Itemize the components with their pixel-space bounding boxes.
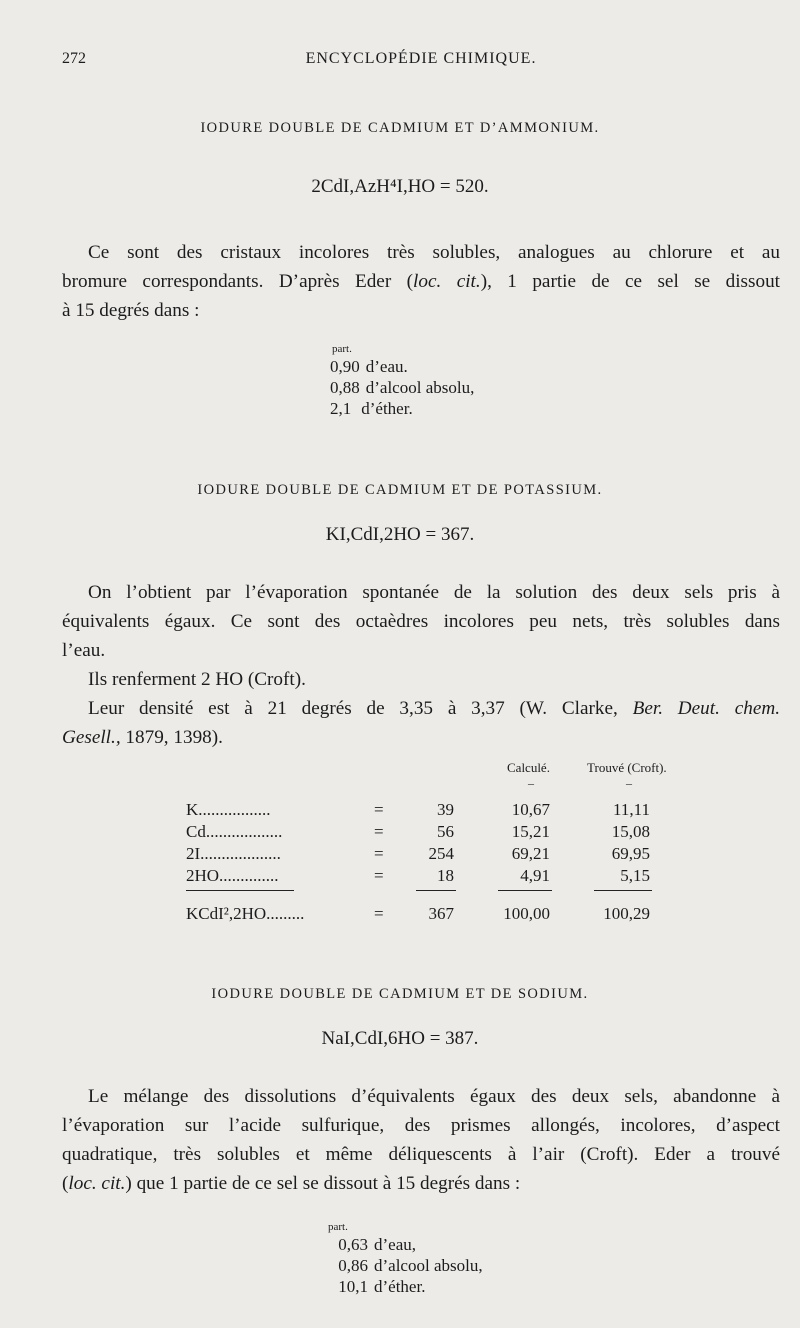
column-header-found: Trouvé (Croft). xyxy=(587,760,667,775)
paragraph-ammonium xyxy=(62,238,780,325)
column-tick: – xyxy=(528,776,534,790)
solubility-row: 10,1 d’éther. xyxy=(338,1277,426,1296)
solubility-row: 2,1 d’éther. xyxy=(330,399,413,418)
text-line: (loc. cit.) que 1 partie de ce sel se dissout à 15 degrés dans : xyxy=(62,1173,521,1194)
total-rule xyxy=(186,890,294,891)
paragraph-sodium xyxy=(62,1082,780,1198)
text-line: Ils renferment 2 HO (Croft). xyxy=(88,669,306,690)
total-rule xyxy=(594,890,652,891)
table-row: 2I................... = 254 69,21 69,95 xyxy=(186,844,650,863)
text-line: On l’obtient par l’évaporation spontanée de la solution des deux sels pris à xyxy=(88,582,780,603)
paragraph-potassium xyxy=(62,578,780,752)
total-rule xyxy=(416,890,456,891)
composition-table xyxy=(180,760,667,930)
formula-potassium: KI,CdI,2HO = 367. xyxy=(325,524,475,545)
column-tick: – xyxy=(626,776,632,790)
text-line: Gesell., 1879, 1398). xyxy=(62,727,223,748)
solubility-row: 0,63 d’eau, xyxy=(338,1235,417,1254)
solubility-row: 0,86 d’alcool absolu, xyxy=(338,1256,483,1275)
solubility-row: 0,90 d’eau. xyxy=(330,357,408,376)
solubility-unit: part. xyxy=(328,1221,348,1233)
text-line: l’eau. xyxy=(62,640,106,661)
text-line: à 15 degrés dans : xyxy=(62,300,200,321)
text-line: Leur densité est à 21 degrés de 3,35 à 3,37 (W. Clarke, Ber. Deut. chem. xyxy=(88,698,780,719)
text-line: quadratique, très solubles et même déliquescents à l’air (Croft). Eder a trouvé xyxy=(62,1144,780,1165)
solubility-list-sodium xyxy=(326,1220,483,1297)
section-title-potassium: IODURE DOUBLE DE CADMIUM ET DE POTASSIUM. xyxy=(197,482,603,498)
table-row: 2HO.............. = 18 4,91 5,15 xyxy=(186,866,650,885)
running-title: ENCYCLOPÉDIE CHIMIQUE. xyxy=(305,50,537,67)
formula-sodium: NaI,CdI,6HO = 387. xyxy=(321,1028,479,1049)
table-row: K................. = 39 10,67 11,11 xyxy=(186,800,650,819)
formula-ammonium: 2CdI,AzH⁴I,HO = 520. xyxy=(311,176,489,197)
solubility-unit: part. xyxy=(332,343,352,355)
running-header xyxy=(62,50,780,74)
section-title-sodium: IODURE DOUBLE DE CADMIUM ET DE SODIUM. xyxy=(211,986,589,1002)
text-line: Ce sont des cristaux incolores très solubles, analogues au chlorure et au xyxy=(88,242,780,263)
table-row: Cd.................. = 56 15,21 15,08 xyxy=(186,822,650,841)
page-number: 272 xyxy=(62,50,86,67)
text-line: équivalents égaux. Ce sont des octaèdres incolores peu nets, très solubles dans xyxy=(62,611,780,632)
solubility-row: 0,88 d’alcool absolu, xyxy=(330,378,475,397)
solubility-list-ammonium xyxy=(330,342,474,419)
table-total-row: KCdI²,2HO......... = 367 100,00 100,29 xyxy=(186,904,650,923)
text-line: Le mélange des dissolutions d’équivalents égaux des deux sels, abandonne à xyxy=(88,1086,780,1107)
text-line: l’évaporation sur l’acide sulfurique, des prismes allongés, incolores, d’aspect xyxy=(62,1115,780,1136)
section-title-ammonium: IODURE DOUBLE DE CADMIUM ET D’AMMONIUM. xyxy=(200,120,600,136)
column-header-calculated: Calculé. xyxy=(507,760,550,775)
total-rule xyxy=(498,890,552,891)
text-line: bromure correspondants. D’après Eder (loc. cit.), 1 partie de ce sel se dissout xyxy=(62,271,780,292)
